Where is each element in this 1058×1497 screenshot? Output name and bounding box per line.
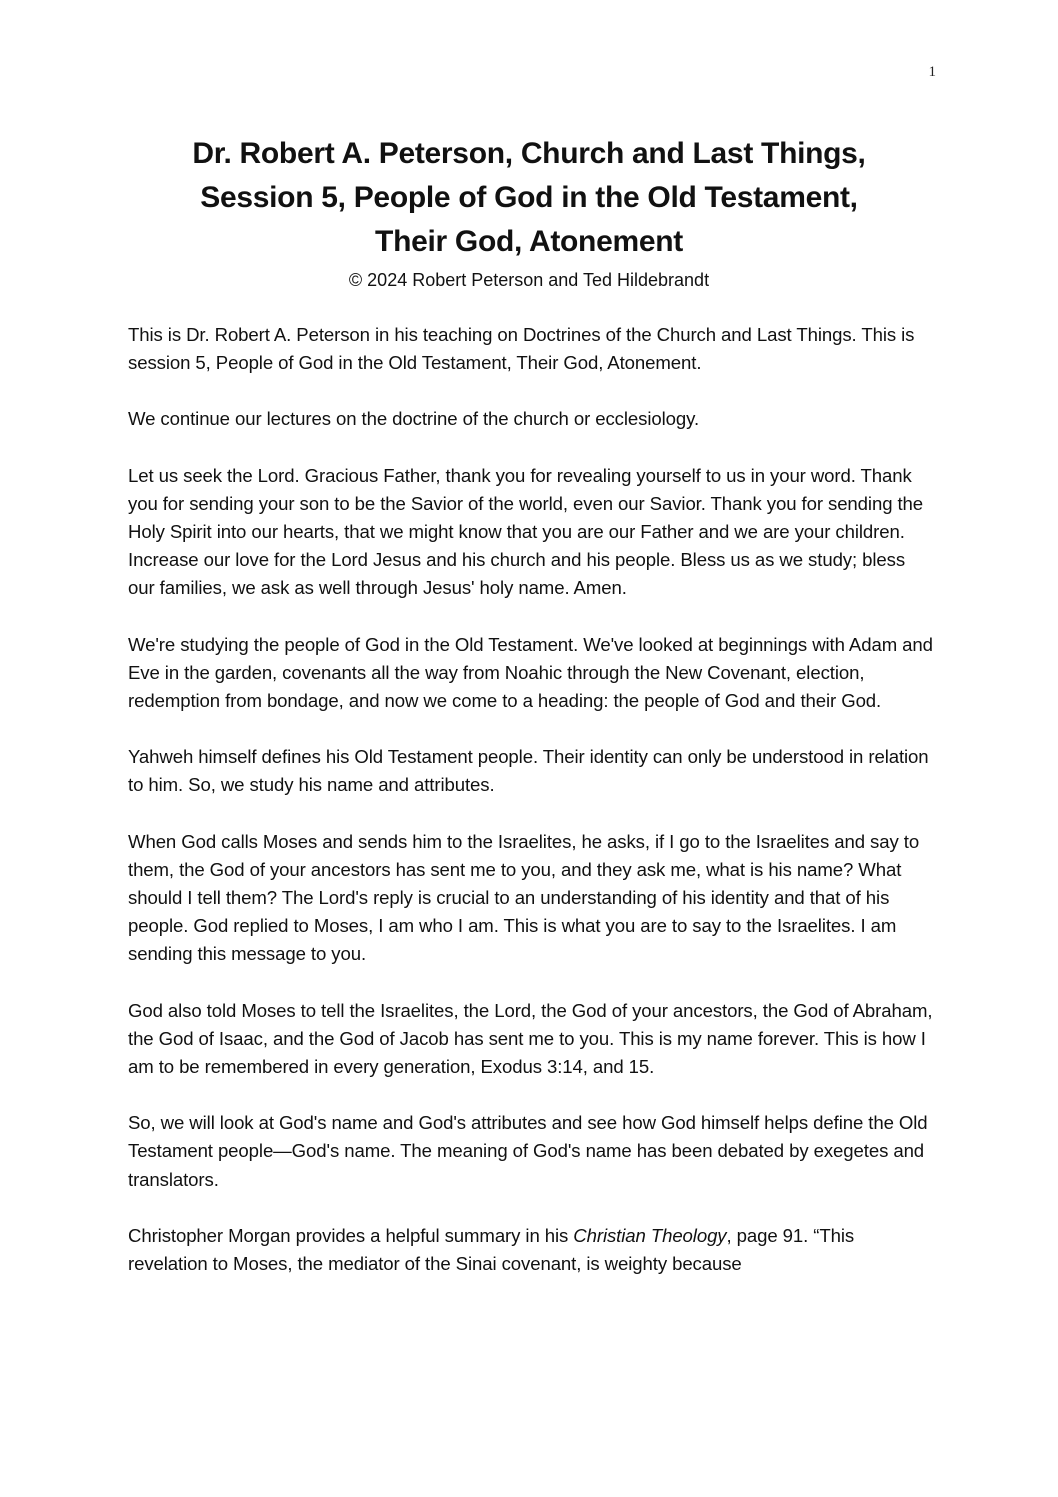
paragraph-morgan-quote: [128, 1222, 934, 1278]
paragraph-intro: This is Dr. Robert A. Peterson in his teaching on Doctrines of the Church and Last Things. This is session 5, People of God in the Old Testament, Their God, Atonement.: [128, 324, 915, 374]
title-line-1: Dr. Robert A. Peterson, Church and Last Things,: [192, 137, 866, 170]
paragraph-recap: We're studying the people of God in the Old Testament. We've looked at beginnings with Adam and Eve in the garden, covenants all the way from Noahic through the New Covenant, election, redemption from bondage, and now we come to a heading: the people of God and their God.: [128, 633, 933, 712]
title-line-2: Session 5, People of God in the Old Testament,: [200, 181, 858, 214]
document-body: [128, 321, 934, 1278]
book-title: Christian Theology: [573, 1224, 727, 1246]
title-line-3: Their God, Atonement: [375, 225, 683, 258]
paragraph-moses-call: When God calls Moses and sends him to the Israelites, he asks, if I go to the Israelites and say to them, the God of your ancestors has sent me to you, and they ask me, what is his name? What should I tell them? The Lord's reply is crucial to an understanding of his identity and that of his people. God replied to Moses, I am who I am. This is what you are to say to the Israelites. I am sending this message to you.: [128, 830, 920, 965]
morgan-text-after: , page 91. “This revelation to Moses, the mediator of the Sinai covenant, is weighty because: [128, 1224, 855, 1275]
page-number: 1: [928, 64, 936, 80]
paragraph-prayer: Let us seek the Lord. Gracious Father, thank you for revealing yourself to us in your word. Thank you for sending your son to be the Savior of the world, even our Savior. Thank you for sending the Holy Spirit into our hearts, that we might know that you are our Father and we are your children. Increase our love for the Lord Jesus and his church and his people. Bless us as we study; bless our families, we ask as well through Jesus' holy name. Amen.: [128, 464, 924, 599]
copyright-notice: © 2024 Robert Peterson and Ted Hildebrandt: [348, 270, 710, 290]
paragraph-exodus: God also told Moses to tell the Israelites, the Lord, the God of your ancestors, the God of Abraham, the God of Isaac, and the God of Jacob has sent me to you. This is my name forever. This is how I am to be remembered in every generation, Exodus 3:14, and 15.: [128, 999, 933, 1078]
paragraph-continue: We continue our lectures on the doctrine of the church or ecclesiology.: [128, 408, 700, 430]
paragraph-name-attributes: So, we will look at God's name and God's attributes and see how God himself helps define the Old Testament people—God's name. The meaning of God's name has been debated by exegetes and translators.: [128, 1112, 928, 1190]
paragraph-yahweh: Yahweh himself defines his Old Testament people. Their identity can only be understood in relation to him. So, we study his name and attributes.: [128, 746, 929, 796]
document-title: [100, 132, 958, 264]
morgan-text-before: Christopher Morgan provides a helpful summary in his: [128, 1224, 574, 1246]
